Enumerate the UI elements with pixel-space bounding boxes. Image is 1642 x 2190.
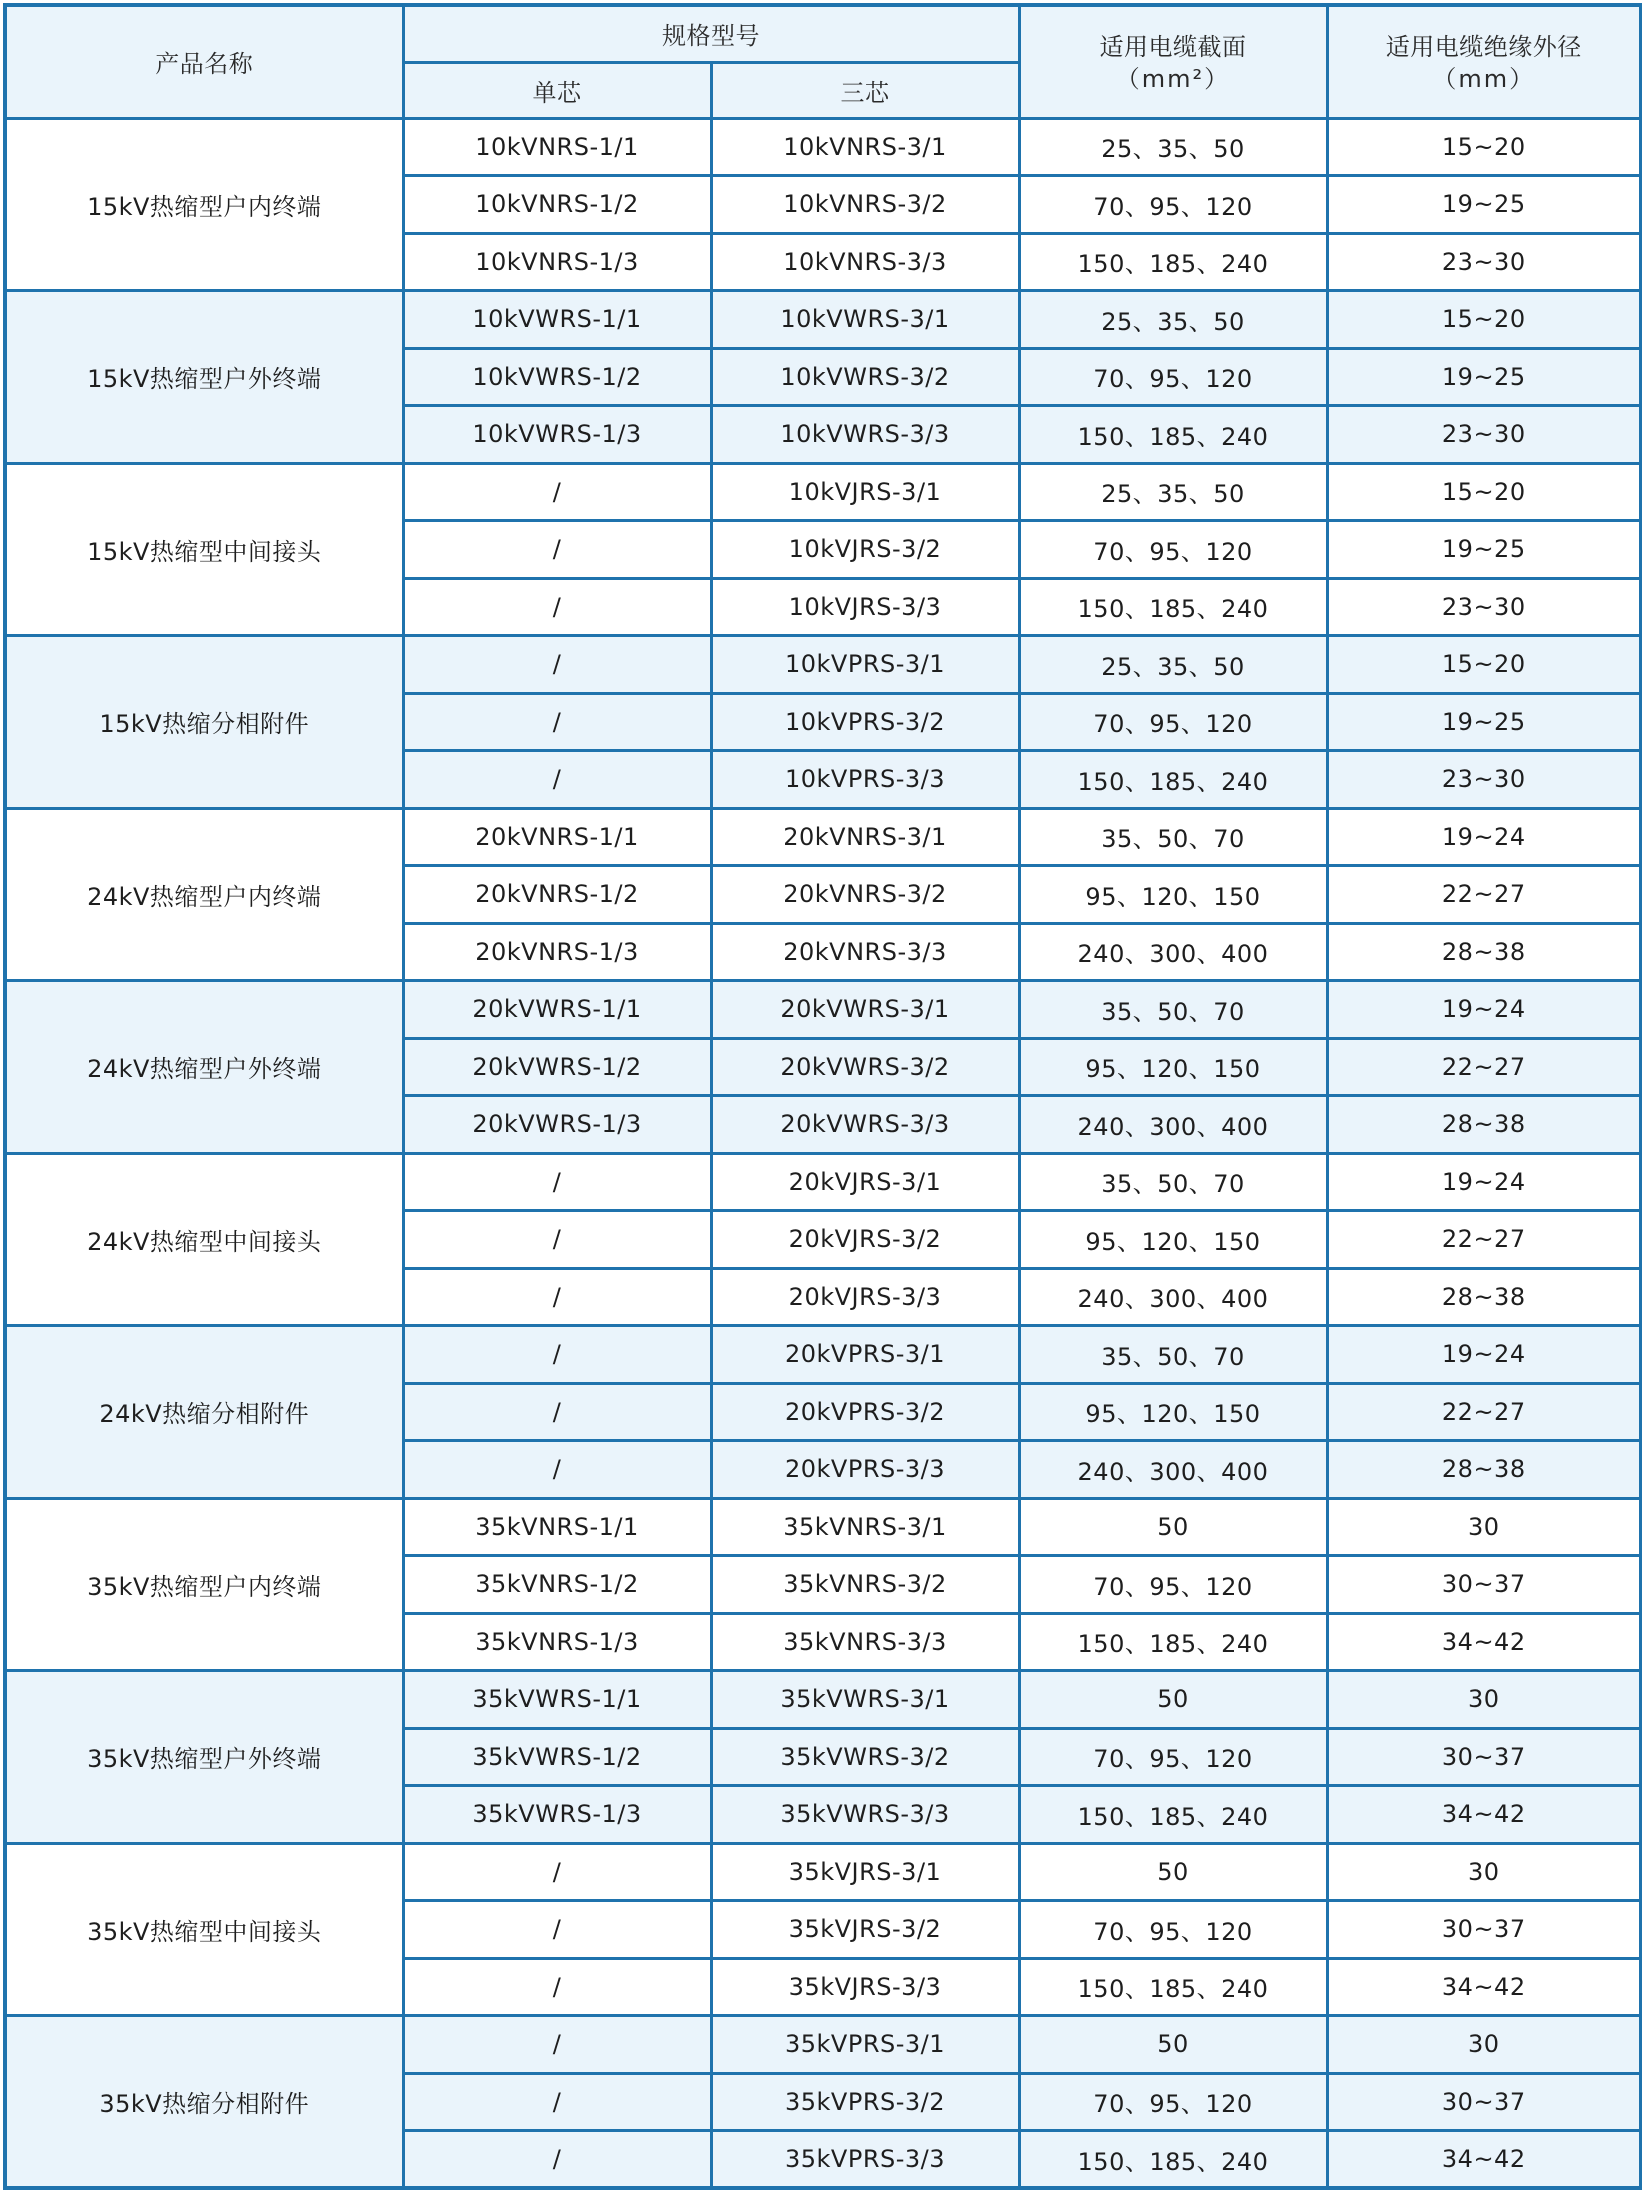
single-core-model-cell: / (403, 1153, 711, 1211)
three-core-model-cell: 20kVJRS-3/1 (711, 1153, 1019, 1211)
single-core-model-cell: 20kVNRS-1/2 (403, 866, 711, 924)
insulation-od-cell: 30~37 (1327, 1556, 1641, 1614)
product-group (5, 1326, 1641, 1499)
insulation-od-cell: 15~20 (1327, 636, 1641, 694)
cross-section-cell: 240、300、400 (1019, 1268, 1327, 1326)
three-core-model-cell: 20kVJRS-3/3 (711, 1268, 1019, 1326)
header-cross-section-label: 适用电缆截面 (1099, 32, 1247, 61)
cross-section-cell: 95、120、150 (1019, 866, 1327, 924)
insulation-od-cell: 15~20 (1327, 118, 1641, 176)
insulation-od-cell: 28~38 (1327, 1268, 1641, 1326)
product-name-cell: 24kV热缩型中间接头 (5, 1153, 403, 1326)
cross-section-cell: 240、300、400 (1019, 1096, 1327, 1154)
cross-section-cell: 35、50、70 (1019, 981, 1327, 1039)
cross-section-cell: 50 (1019, 2016, 1327, 2074)
table-row (5, 1153, 1641, 1211)
cross-section-cell: 50 (1019, 1498, 1327, 1556)
three-core-model-cell: 35kVNRS-3/3 (711, 1613, 1019, 1671)
cross-section-cell: 70、95、120 (1019, 693, 1327, 751)
table-row (5, 1326, 1641, 1384)
cross-section-cell: 150、185、240 (1019, 2131, 1327, 2189)
cross-section-cell: 70、95、120 (1019, 1901, 1327, 1959)
single-core-model-cell: / (403, 463, 711, 521)
insulation-od-cell: 23~30 (1327, 233, 1641, 291)
insulation-od-cell: 34~42 (1327, 1958, 1641, 2016)
header-cross-section-unit: （mm²） (1115, 64, 1231, 93)
header-product-name: 产品名称 (5, 5, 403, 118)
single-core-model-cell: 10kVNRS-1/3 (403, 233, 711, 291)
cross-section-cell: 35、50、70 (1019, 1153, 1327, 1211)
three-core-model-cell: 10kVWRS-3/2 (711, 348, 1019, 406)
insulation-od-cell: 30~37 (1327, 1728, 1641, 1786)
insulation-od-cell: 15~20 (1327, 463, 1641, 521)
table-row (5, 808, 1641, 866)
product-name-cell: 15kV热缩型户外终端 (5, 291, 403, 464)
cross-section-cell: 95、120、150 (1019, 1211, 1327, 1269)
three-core-model-cell: 20kVPRS-3/1 (711, 1326, 1019, 1384)
table-row (5, 1843, 1641, 1901)
single-core-model-cell: 35kVNRS-1/2 (403, 1556, 711, 1614)
three-core-model-cell: 20kVJRS-3/2 (711, 1211, 1019, 1269)
insulation-od-cell: 23~30 (1327, 751, 1641, 809)
three-core-model-cell: 35kVJRS-3/2 (711, 1901, 1019, 1959)
table-row (5, 118, 1641, 176)
three-core-model-cell: 10kVJRS-3/1 (711, 463, 1019, 521)
insulation-od-cell: 23~30 (1327, 578, 1641, 636)
table-row (5, 1671, 1641, 1729)
three-core-model-cell: 10kVNRS-3/1 (711, 118, 1019, 176)
three-core-model-cell: 35kVWRS-3/1 (711, 1671, 1019, 1729)
product-group (5, 1843, 1641, 2016)
cross-section-cell: 150、185、240 (1019, 1786, 1327, 1844)
cross-section-cell: 50 (1019, 1843, 1327, 1901)
insulation-od-cell: 22~27 (1327, 1383, 1641, 1441)
insulation-od-cell: 19~24 (1327, 1153, 1641, 1211)
product-name-cell: 35kV热缩分相附件 (5, 2016, 403, 2189)
table-row (5, 2016, 1641, 2074)
single-core-model-cell: / (403, 1441, 711, 1499)
insulation-od-cell: 30~37 (1327, 1901, 1641, 1959)
single-core-model-cell: 35kVNRS-1/3 (403, 1613, 711, 1671)
single-core-model-cell: 10kVNRS-1/2 (403, 176, 711, 234)
insulation-od-cell: 19~24 (1327, 981, 1641, 1039)
product-name-cell: 15kV热缩型户内终端 (5, 118, 403, 291)
header-single-core: 单芯 (403, 62, 711, 118)
product-name-cell: 15kV热缩型中间接头 (5, 463, 403, 636)
cross-section-cell: 150、185、240 (1019, 233, 1327, 291)
insulation-od-cell: 19~24 (1327, 1326, 1641, 1384)
insulation-od-cell: 28~38 (1327, 923, 1641, 981)
single-core-model-cell: / (403, 1843, 711, 1901)
product-group (5, 981, 1641, 1154)
single-core-model-cell: / (403, 751, 711, 809)
single-core-model-cell: 35kVNRS-1/1 (403, 1498, 711, 1556)
cross-section-cell: 150、185、240 (1019, 1613, 1327, 1671)
insulation-od-cell: 19~25 (1327, 348, 1641, 406)
single-core-model-cell: / (403, 1211, 711, 1269)
three-core-model-cell: 35kVNRS-3/1 (711, 1498, 1019, 1556)
cross-section-cell: 25、35、50 (1019, 636, 1327, 694)
three-core-model-cell: 20kVNRS-3/1 (711, 808, 1019, 866)
cross-section-cell: 25、35、50 (1019, 118, 1327, 176)
single-core-model-cell: 20kVWRS-1/1 (403, 981, 711, 1039)
insulation-od-cell: 34~42 (1327, 1786, 1641, 1844)
product-group (5, 636, 1641, 809)
single-core-model-cell: / (403, 578, 711, 636)
three-core-model-cell: 20kVPRS-3/2 (711, 1383, 1019, 1441)
single-core-model-cell: / (403, 1268, 711, 1326)
insulation-od-cell: 28~38 (1327, 1441, 1641, 1499)
three-core-model-cell: 35kVWRS-3/3 (711, 1786, 1019, 1844)
product-name-cell: 35kV热缩型中间接头 (5, 1843, 403, 2016)
insulation-od-cell: 23~30 (1327, 406, 1641, 464)
insulation-od-cell: 30 (1327, 1498, 1641, 1556)
table-row (5, 981, 1641, 1039)
product-group (5, 2016, 1641, 2189)
three-core-model-cell: 35kVWRS-3/2 (711, 1728, 1019, 1786)
header-spec-model: 规格型号 (403, 5, 1019, 62)
single-core-model-cell: / (403, 1326, 711, 1384)
header-cross-section (1019, 5, 1327, 118)
product-group (5, 1498, 1641, 1671)
header-three-core: 三芯 (711, 62, 1019, 118)
single-core-model-cell: 10kVWRS-1/1 (403, 291, 711, 349)
insulation-od-cell: 19~25 (1327, 521, 1641, 579)
table-row (5, 291, 1641, 349)
cross-section-cell: 150、185、240 (1019, 1958, 1327, 2016)
insulation-od-cell: 30 (1327, 1671, 1641, 1729)
three-core-model-cell: 20kVWRS-3/3 (711, 1096, 1019, 1154)
product-group (5, 1153, 1641, 1326)
single-core-model-cell: 20kVWRS-1/2 (403, 1038, 711, 1096)
insulation-od-cell: 30 (1327, 2016, 1641, 2074)
three-core-model-cell: 20kVWRS-3/2 (711, 1038, 1019, 1096)
insulation-od-cell: 19~25 (1327, 693, 1641, 751)
three-core-model-cell: 10kVPRS-3/3 (711, 751, 1019, 809)
single-core-model-cell: 10kVNRS-1/1 (403, 118, 711, 176)
header-insulation-od-label: 适用电缆绝缘外径 (1385, 32, 1582, 61)
insulation-od-cell: 22~27 (1327, 866, 1641, 924)
product-name-cell: 24kV热缩型户内终端 (5, 808, 403, 981)
product-group (5, 118, 1641, 291)
single-core-model-cell: / (403, 636, 711, 694)
cross-section-cell: 95、120、150 (1019, 1383, 1327, 1441)
single-core-model-cell: / (403, 2131, 711, 2189)
insulation-od-cell: 30 (1327, 1843, 1641, 1901)
cross-section-cell: 70、95、120 (1019, 1728, 1327, 1786)
three-core-model-cell: 10kVWRS-3/1 (711, 291, 1019, 349)
product-group (5, 463, 1641, 636)
cross-section-cell: 25、35、50 (1019, 291, 1327, 349)
cross-section-cell: 35、50、70 (1019, 808, 1327, 866)
single-core-model-cell: 35kVWRS-1/1 (403, 1671, 711, 1729)
product-group (5, 291, 1641, 464)
insulation-od-cell: 34~42 (1327, 2131, 1641, 2189)
cross-section-cell: 240、300、400 (1019, 1441, 1327, 1499)
single-core-model-cell: / (403, 521, 711, 579)
insulation-od-cell: 22~27 (1327, 1211, 1641, 1269)
three-core-model-cell: 20kVWRS-3/1 (711, 981, 1019, 1039)
single-core-model-cell: 35kVWRS-1/3 (403, 1786, 711, 1844)
three-core-model-cell: 35kVPRS-3/2 (711, 2073, 1019, 2131)
three-core-model-cell: 10kVJRS-3/3 (711, 578, 1019, 636)
product-name-cell: 35kV热缩型户内终端 (5, 1498, 403, 1671)
three-core-model-cell: 35kVJRS-3/3 (711, 1958, 1019, 2016)
cross-section-cell: 70、95、120 (1019, 1556, 1327, 1614)
single-core-model-cell: / (403, 1901, 711, 1959)
three-core-model-cell: 35kVJRS-3/1 (711, 1843, 1019, 1901)
single-core-model-cell: / (403, 2016, 711, 2074)
table-row (5, 636, 1641, 694)
cross-section-cell: 35、50、70 (1019, 1326, 1327, 1384)
cross-section-cell: 70、95、120 (1019, 176, 1327, 234)
three-core-model-cell: 20kVNRS-3/2 (711, 866, 1019, 924)
three-core-model-cell: 10kVNRS-3/2 (711, 176, 1019, 234)
table-row (5, 1498, 1641, 1556)
single-core-model-cell: / (403, 1383, 711, 1441)
cross-section-cell: 150、185、240 (1019, 578, 1327, 636)
cross-section-cell: 150、185、240 (1019, 406, 1327, 464)
insulation-od-cell: 19~24 (1327, 808, 1641, 866)
cross-section-cell: 70、95、120 (1019, 521, 1327, 579)
three-core-model-cell: 10kVPRS-3/2 (711, 693, 1019, 751)
table-row (5, 463, 1641, 521)
cross-section-cell: 70、95、120 (1019, 348, 1327, 406)
header-insulation-od-unit: （mm） (1432, 64, 1536, 93)
cross-section-cell: 25、35、50 (1019, 463, 1327, 521)
table-header (5, 5, 1641, 118)
spec-table (3, 3, 1642, 2190)
single-core-model-cell: 10kVWRS-1/2 (403, 348, 711, 406)
three-core-model-cell: 35kVNRS-3/2 (711, 1556, 1019, 1614)
insulation-od-cell: 30~37 (1327, 2073, 1641, 2131)
insulation-od-cell: 19~25 (1327, 176, 1641, 234)
product-name-cell: 24kV热缩型户外终端 (5, 981, 403, 1154)
single-core-model-cell: 20kVNRS-1/3 (403, 923, 711, 981)
cross-section-cell: 240、300、400 (1019, 923, 1327, 981)
single-core-model-cell: / (403, 2073, 711, 2131)
cross-section-cell: 95、120、150 (1019, 1038, 1327, 1096)
insulation-od-cell: 28~38 (1327, 1096, 1641, 1154)
insulation-od-cell: 15~20 (1327, 291, 1641, 349)
cross-section-cell: 70、95、120 (1019, 2073, 1327, 2131)
single-core-model-cell: 20kVWRS-1/3 (403, 1096, 711, 1154)
insulation-od-cell: 34~42 (1327, 1613, 1641, 1671)
product-name-cell: 24kV热缩分相附件 (5, 1326, 403, 1499)
three-core-model-cell: 10kVPRS-3/1 (711, 636, 1019, 694)
single-core-model-cell: / (403, 1958, 711, 2016)
product-name-cell: 15kV热缩分相附件 (5, 636, 403, 809)
insulation-od-cell: 22~27 (1327, 1038, 1641, 1096)
three-core-model-cell: 10kVNRS-3/3 (711, 233, 1019, 291)
three-core-model-cell: 35kVPRS-3/3 (711, 2131, 1019, 2189)
single-core-model-cell: 10kVWRS-1/3 (403, 406, 711, 464)
header-insulation-od (1327, 5, 1641, 118)
three-core-model-cell: 10kVJRS-3/2 (711, 521, 1019, 579)
cross-section-cell: 150、185、240 (1019, 751, 1327, 809)
three-core-model-cell: 35kVPRS-3/1 (711, 2016, 1019, 2074)
three-core-model-cell: 20kVPRS-3/3 (711, 1441, 1019, 1499)
single-core-model-cell: 35kVWRS-1/2 (403, 1728, 711, 1786)
product-name-cell: 35kV热缩型户外终端 (5, 1671, 403, 1844)
product-group (5, 1671, 1641, 1844)
product-group (5, 808, 1641, 981)
three-core-model-cell: 10kVWRS-3/3 (711, 406, 1019, 464)
single-core-model-cell: / (403, 693, 711, 751)
single-core-model-cell: 20kVNRS-1/1 (403, 808, 711, 866)
cross-section-cell: 50 (1019, 1671, 1327, 1729)
three-core-model-cell: 20kVNRS-3/3 (711, 923, 1019, 981)
